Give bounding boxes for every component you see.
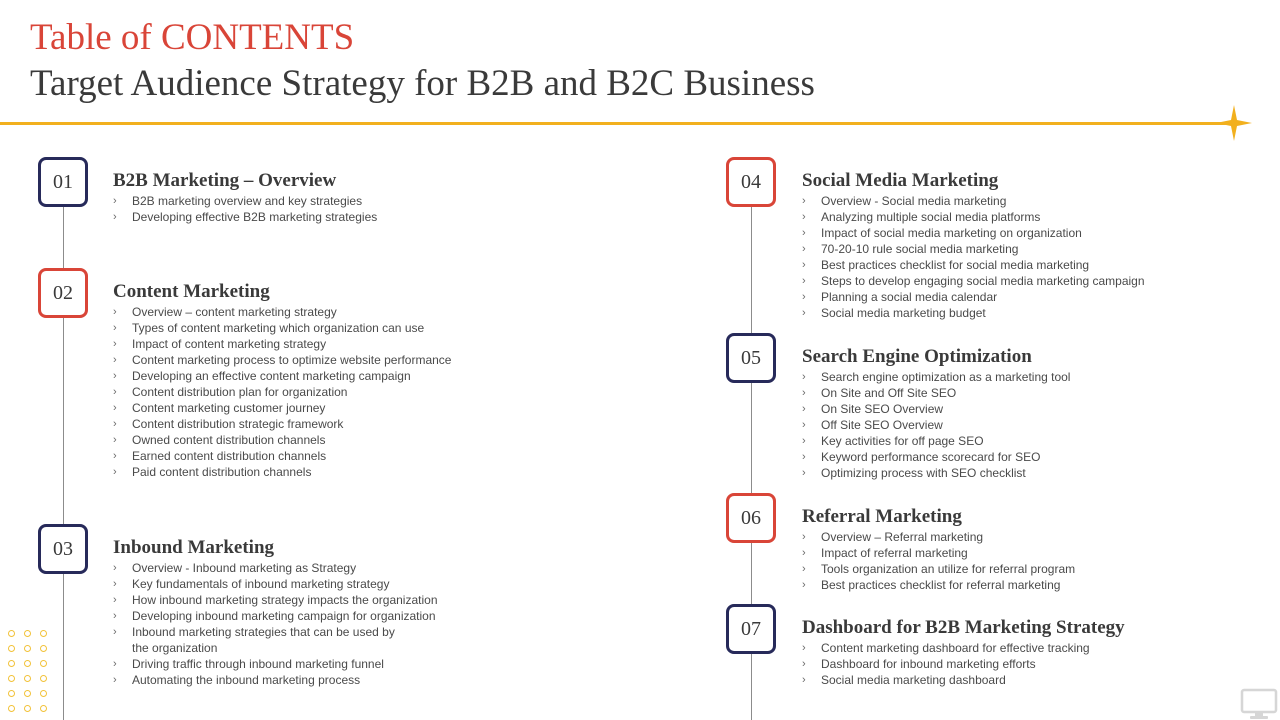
list-item[interactable]: › Developing an effective content marketing campaign <box>113 369 411 383</box>
dot <box>8 705 15 712</box>
list-item[interactable]: › Impact of content marketing strategy <box>113 337 327 351</box>
chevron-right-icon: › <box>802 275 806 287</box>
list-item[interactable]: › Social media marketing budget <box>802 306 986 320</box>
list-item-continuation: the organization <box>132 641 218 655</box>
section-number-06: 06 <box>726 493 776 543</box>
list-item[interactable]: › Content marketing customer journey <box>113 401 326 415</box>
dot <box>8 660 15 667</box>
dot <box>24 675 31 682</box>
header-divider <box>0 122 1228 125</box>
list-item[interactable]: › Developing inbound marketing campaign for organization <box>113 609 436 623</box>
list-item[interactable]: › Planning a social media calendar <box>802 290 998 304</box>
chevron-right-icon: › <box>113 658 117 670</box>
chevron-right-icon: › <box>802 195 806 207</box>
section-number-02: 02 <box>38 268 88 318</box>
chevron-right-icon: › <box>113 211 117 223</box>
section-b2b-overview <box>113 170 633 225</box>
list-item[interactable]: › Off Site SEO Overview <box>802 418 943 432</box>
list-item[interactable]: › Search engine optimization as a marketing tool <box>802 370 1071 384</box>
dot <box>24 660 31 667</box>
chevron-right-icon: › <box>802 547 806 559</box>
chevron-right-icon: › <box>802 658 806 670</box>
chevron-right-icon: › <box>802 259 806 271</box>
chevron-right-icon: › <box>802 307 806 319</box>
chevron-right-icon: › <box>113 322 117 334</box>
section-number-01: 01 <box>38 157 88 207</box>
chevron-right-icon: › <box>113 354 117 366</box>
list-item[interactable]: › Analyzing multiple social media platforms <box>802 210 1041 224</box>
chevron-right-icon: › <box>802 419 806 431</box>
list-item[interactable]: › Dashboard for inbound marketing efforts <box>802 657 1036 671</box>
dot <box>8 675 15 682</box>
chevron-right-icon: › <box>113 578 117 590</box>
chevron-right-icon: › <box>113 450 117 462</box>
monitor-icon <box>1240 688 1278 720</box>
chevron-right-icon: › <box>802 642 806 654</box>
list-item[interactable]: › Overview – content marketing strategy <box>113 305 337 319</box>
chevron-right-icon: › <box>113 418 117 430</box>
section-referral-marketing <box>802 506 1280 593</box>
dot <box>40 645 47 652</box>
list-item[interactable]: › Overview – Referral marketing <box>802 530 984 544</box>
toc-label: Table of CONTENTS <box>30 17 355 58</box>
list-item[interactable]: › How inbound marketing strategy impacts the organization <box>113 593 438 607</box>
dot <box>40 675 47 682</box>
page-title: Target Audience Strategy for B2B and B2C Business <box>30 63 815 104</box>
chevron-right-icon: › <box>802 579 806 591</box>
dot <box>40 660 47 667</box>
chevron-right-icon: › <box>802 435 806 447</box>
chevron-right-icon: › <box>802 291 806 303</box>
section-number-05: 05 <box>726 333 776 383</box>
chevron-right-icon: › <box>802 227 806 239</box>
list-item[interactable]: › On Site and Off Site SEO <box>802 386 957 400</box>
chevron-right-icon: › <box>113 402 117 414</box>
chevron-right-icon: › <box>113 306 117 318</box>
section-title[interactable]: Content Marketing <box>113 281 270 302</box>
section-title[interactable]: Search Engine Optimization <box>802 346 1032 367</box>
dot <box>40 630 47 637</box>
section-title[interactable]: Referral Marketing <box>802 506 962 527</box>
chevron-right-icon: › <box>802 467 806 479</box>
list-item[interactable]: › Automating the inbound marketing process <box>113 673 361 687</box>
section-title[interactable]: Inbound Marketing <box>113 537 275 558</box>
chevron-right-icon: › <box>113 610 117 622</box>
list-item[interactable]: › Steps to develop engaging social media marketing campaign <box>802 274 1145 288</box>
dot <box>24 705 31 712</box>
list-item[interactable]: › Inbound marketing strategies that can be used by the organization <box>113 625 395 655</box>
list-item[interactable]: › 70-20-10 rule social media marketing <box>802 242 1019 256</box>
chevron-right-icon: › <box>802 563 806 575</box>
dot <box>24 645 31 652</box>
list-item[interactable]: › Best practices checklist for social media marketing <box>802 258 1090 272</box>
chevron-right-icon: › <box>113 562 117 574</box>
list-item[interactable]: › Social media marketing dashboard <box>802 673 1006 687</box>
list-item[interactable]: › Impact of social media marketing on organization <box>802 226 1082 240</box>
chevron-right-icon: › <box>802 371 806 383</box>
list-item[interactable]: › Key activities for off page SEO <box>802 434 984 448</box>
dot <box>8 630 15 637</box>
section-content-marketing <box>113 281 633 480</box>
chevron-right-icon: › <box>113 338 117 350</box>
chevron-right-icon: › <box>802 211 806 223</box>
list-item[interactable]: › Overview - Social media marketing <box>802 194 1007 208</box>
list-item[interactable]: › Best practices checklist for referral marketing <box>802 578 1061 592</box>
chevron-right-icon: › <box>113 466 117 478</box>
chevron-right-icon: › <box>802 403 806 415</box>
chevron-right-icon: › <box>113 674 117 686</box>
chevron-right-icon: › <box>802 531 806 543</box>
section-social-media-marketing <box>802 170 1280 321</box>
dot <box>8 645 15 652</box>
list-item[interactable]: › Driving traffic through inbound marketing funnel <box>113 657 384 671</box>
list-item[interactable]: › Key fundamentals of inbound marketing strategy <box>113 577 390 591</box>
section-number-03: 03 <box>38 524 88 574</box>
list-item[interactable]: › Tools organization an utilize for referral program <box>802 562 1076 576</box>
chevron-right-icon: › <box>802 243 806 255</box>
four-point-star-icon <box>1216 105 1252 141</box>
section-title[interactable]: Dashboard for B2B Marketing Strategy <box>802 617 1125 638</box>
list-item[interactable]: › Paid content distribution channels <box>113 465 312 479</box>
list-item[interactable]: › Content distribution plan for organization <box>113 385 348 399</box>
list-item[interactable]: › B2B marketing overview and key strategies <box>113 194 363 208</box>
list-item[interactable]: › Types of content marketing which organization can use <box>113 321 425 335</box>
chevron-right-icon: › <box>113 370 117 382</box>
list-item[interactable]: › Content marketing process to optimize website performance <box>113 353 452 367</box>
list-item[interactable]: › Overview - Inbound marketing as Strategy <box>113 561 357 575</box>
list-item[interactable]: › On Site SEO Overview <box>802 402 944 416</box>
section-number-07: 07 <box>726 604 776 654</box>
chevron-right-icon: › <box>802 451 806 463</box>
chevron-right-icon: › <box>802 387 806 399</box>
section-dashboard <box>802 617 1280 688</box>
dot-grid-icon <box>8 630 52 720</box>
dot <box>24 690 31 697</box>
section-title[interactable]: B2B Marketing – Overview <box>113 170 337 191</box>
list-item[interactable]: › Optimizing process with SEO checklist <box>802 466 1026 480</box>
dot <box>8 690 15 697</box>
list-item[interactable]: › Developing effective B2B marketing strategies <box>113 210 378 224</box>
list-item[interactable]: › Earned content distribution channels <box>113 449 327 463</box>
chevron-right-icon: › <box>113 386 117 398</box>
list-item[interactable]: › Content marketing dashboard for effective tracking <box>802 641 1090 655</box>
dot <box>40 705 47 712</box>
section-number-04: 04 <box>726 157 776 207</box>
section-title[interactable]: Social Media Marketing <box>802 170 999 191</box>
section-inbound-marketing <box>113 537 633 688</box>
dot <box>24 630 31 637</box>
section-seo <box>802 346 1280 481</box>
chevron-right-icon: › <box>113 195 117 207</box>
chevron-right-icon: › <box>113 594 117 606</box>
list-item[interactable]: › Impact of referral marketing <box>802 546 968 560</box>
list-item[interactable]: › Keyword performance scorecard for SEO <box>802 450 1041 464</box>
dot <box>40 690 47 697</box>
chevron-right-icon: › <box>113 626 117 638</box>
chevron-right-icon: › <box>802 674 806 686</box>
chevron-right-icon: › <box>113 434 117 446</box>
list-item[interactable]: › Owned content distribution channels <box>113 433 326 447</box>
list-item[interactable]: › Content distribution strategic framework <box>113 417 344 431</box>
